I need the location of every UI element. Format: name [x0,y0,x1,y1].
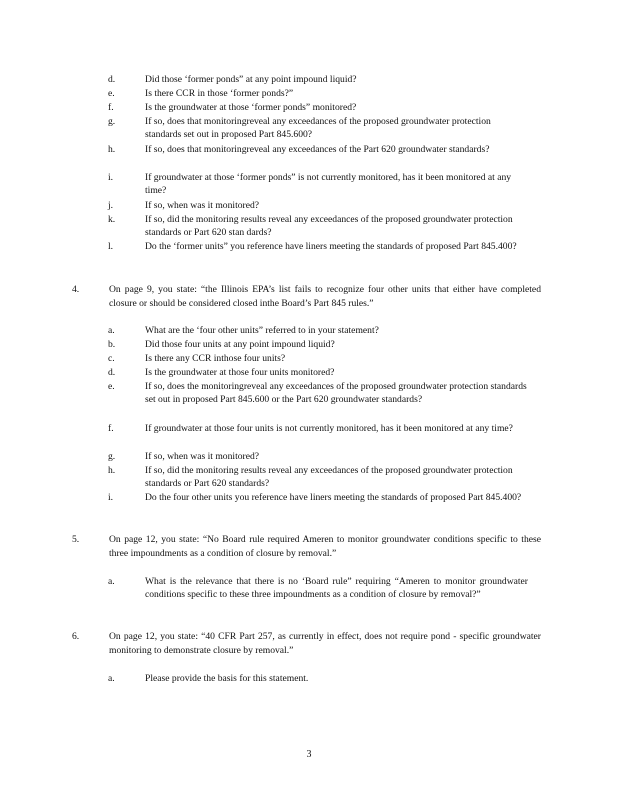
question-text: On page 9, you state: “the Illinois EPA’s list fails to recognize four other units that either have completed closure or should be considered closed inthe Board’s Part 845 rules.” [109,284,541,309]
question-number: 6. [72,631,80,642]
question-text: On page 12, you state: “40 CFR Part 257, as currently in effect, does not require pond - specific groundwater monitoring to demonstrate closure by removal.” [109,631,541,656]
item-label: b. [108,339,116,350]
item-text: If so, does that monitoringreveal any exceedances of the proposed groundwater protection standards set out in proposed Part 845.600? [145,116,491,141]
item-label: i. [108,172,114,183]
item-text: If groundwater at those ‘former ponds” is not currently monitored, has it been monitored at any time? [145,172,512,197]
question-number: 5. [72,534,80,545]
item-label: d. [108,74,116,85]
item-label: j. [108,200,114,211]
item-label: i. [108,492,114,503]
item-text: What is the relevance that there is no ‘Board rule” requiring “Ameren to monitor groundwater conditions specific to these three impoundments as a condition of closure by removal?” [145,576,528,601]
item-label: e. [108,88,115,99]
item-text: If so, does the monitoringreveal any exceedances of the proposed groundwater protection standards set out in proposed Part 845.600 or the Part 620 groundwater standards? [145,381,527,406]
question-text: On page 12, you state: “No Board rule required Ameren to monitor groundwater conditions specific to these three impoundments as a condition of closure by removal.” [109,534,541,559]
item-label: g. [108,451,116,462]
item-text: If so, when was it monitored? [145,200,260,211]
item-text: If so, does that monitoringreveal any exceedances of the Part 620 groundwater standards? [145,144,490,155]
item-label: h. [108,465,116,476]
item-text: If groundwater at those four units is not currently monitored, has it been monitored at any time? [145,423,513,434]
item-label: l. [108,241,114,252]
item-text: Is the groundwater at those ‘former ponds” monitored? [145,102,357,113]
item-label: k. [108,214,116,225]
item-label: h. [108,144,116,155]
item-label: c. [108,353,115,364]
item-label: d. [108,367,116,378]
item-text: Is there any CCR inthose four units? [145,353,286,364]
item-text: If so, did the monitoring results reveal any exceedances of the proposed groundwater protection standards or Part 620 stan dards? [145,214,513,239]
item-text: Did those four units at any point impound liquid? [145,339,335,350]
item-label: f. [108,423,114,434]
page-number: 3 [306,749,312,760]
item-text: Do the ‘former units” you reference have liners meeting the standards of proposed Part 845.400? [145,241,517,252]
item-label: e. [108,381,115,392]
item-label: a. [108,325,115,336]
item-text: Is the groundwater at those four units monitored? [145,367,335,378]
question-number: 4. [72,284,80,295]
item-text: What are the ‘four other units” referred to in your statement? [145,325,379,336]
item-label: g. [108,116,116,127]
item-text: Is there CCR in those ‘former ponds?” [145,88,294,99]
item-label: a. [108,576,115,587]
item-label: a. [108,673,115,684]
item-text: Did those ‘former ponds” at any point impound liquid? [145,74,357,85]
item-text: Do the four other units you reference have liners meeting the standards of proposed Part 845.400? [145,492,522,503]
item-text: If so, when was it monitored? [145,451,260,462]
item-label: f. [108,102,114,113]
item-text: Please provide the basis for this statement. [145,673,309,684]
item-text: If so, did the monitoring results reveal any exceedances of the proposed groundwater protection standards or Part 620 standards? [145,465,513,490]
